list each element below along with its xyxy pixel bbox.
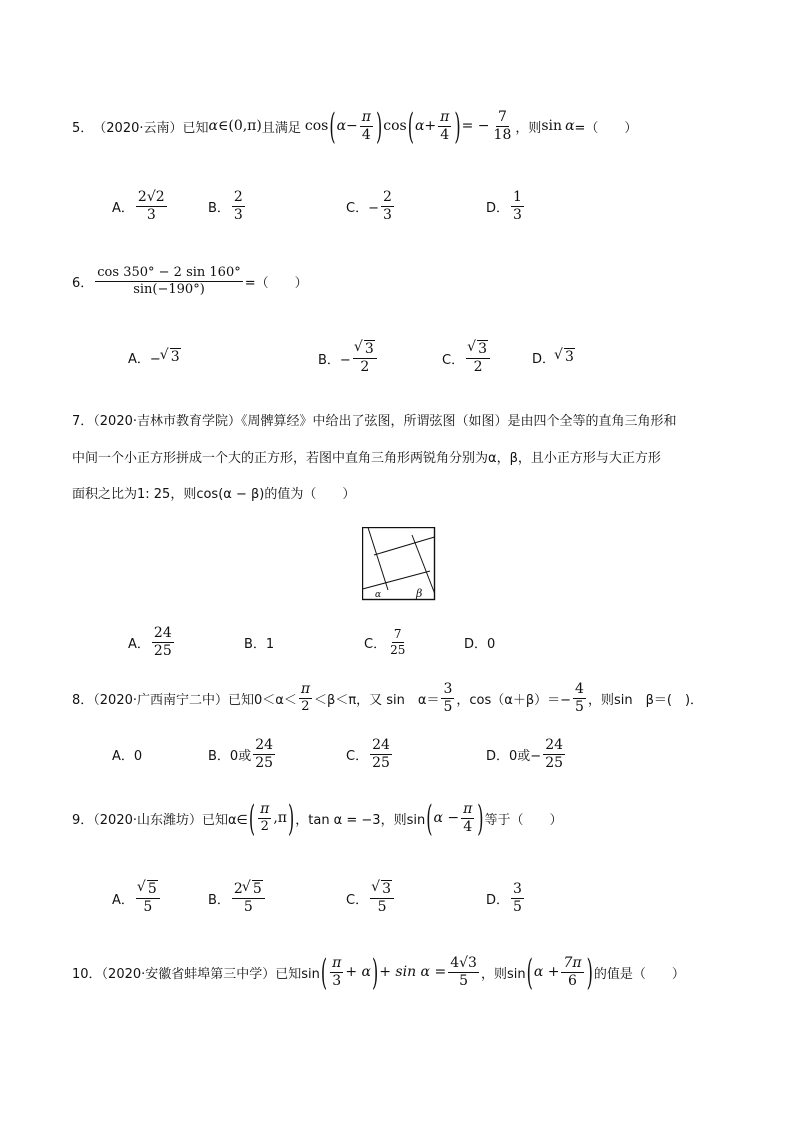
q5-option-c[interactable]: C．− $\frac{2}{3}$ [346, 188, 392, 223]
q8-option-a[interactable]: A．0 [112, 749, 143, 764]
q8-option-d[interactable]: D．0或− $\frac{24}{25}$ [486, 736, 564, 771]
q6-option-c[interactable]: C． √ $\frac{3}{2}$ [442, 336, 492, 380]
q5-rhs-fraction: $\frac{7}{18}$ [493, 108, 512, 143]
q8-option-b[interactable]: B．0或 $\frac{24}{25}$ [208, 736, 274, 771]
pinwheel-figure [362, 527, 436, 601]
q5-source: （2020·云南） [93, 120, 183, 136]
q9-option-d[interactable]: D． $\frac{3}{5}$ [486, 880, 522, 915]
question-6: 6． $\frac{\cos 350^\circ - 2 \sin 160^\circ}{\sin(-190^\circ)}$ =（ ） [72, 264, 308, 297]
q7-line-2: 中间一个小正方形拼成一个大的正方形，若图中直角三角形两锐角分别为α，β，且小正方形与大正方形 [72, 451, 661, 466]
q6-option-d[interactable]: D． √ 3 [532, 345, 575, 369]
q6-fraction: $\frac{\cos 350^\circ - 2 \sin 160^\circ}{\sin(-190^\circ)}$ [97, 264, 241, 297]
q6-option-b[interactable]: B．− √ $\frac{3}{2}$ [318, 336, 379, 380]
question-5: 5． （2020·云南） 已知 α ∈ (0,π) 且满足 cos ( α − $\frac{\pi}{4}$ ) cos ( α + $\frac{\pi}{4}$ ) = − $\frac{7}{18}$ ，则 sin α =（ ） [72, 105, 638, 147]
q7-option-c[interactable]: C． $\frac{7}{25}$ [364, 626, 406, 657]
q7-option-b[interactable]: B．1 [244, 637, 275, 652]
question-9: 9．（2020·山东潍坊）已知α∈ ( $\frac{\pi}{2}$ ,π ) ，tan α = −3，则sin ( α − $\frac{\pi}{4}$ ) 等于（ ） [72, 797, 563, 839]
q8-option-c[interactable]: C． $\frac{24}{25}$ [346, 736, 390, 771]
q5-number: 5． [72, 120, 94, 136]
q7-option-d[interactable]: D．0 [464, 637, 496, 652]
q5-option-a[interactable]: A． $\frac{2√2}{3}$ [112, 188, 165, 223]
question-10: 10．（2020·安徽省蚌埠第三中学）已知sin ( $\frac{\pi}{3}$ + α ) + sin α = $\frac{4√3}{5}$ ，则sin ( α + $\frac{7\pi}{6}$ ) 的值是（ ） [72, 951, 685, 993]
q5-text: 已知 [182, 120, 209, 136]
q9-option-a[interactable]: A． √ $\frac{5}{5}$ [112, 876, 162, 920]
q7-line-1: 7．（2020·吉林市教育学院）《周髀算经》中给出了弦图，所谓弦图（如图）是由四个全等的直角三角形和 [72, 414, 677, 429]
q5-option-b[interactable]: B． $\frac{2}{3}$ [208, 188, 243, 223]
figure-alpha-label: α [375, 590, 382, 600]
q6-option-a[interactable]: A．− √ 3 [128, 345, 181, 369]
q7-option-a[interactable]: A． $\frac{24}{25}$ [128, 624, 172, 659]
q5-pi-over-4-a: $\frac{\pi}{4}$ [361, 108, 371, 143]
figure-beta-label: β [416, 587, 423, 600]
q5-option-d[interactable]: D． $\frac{1}{3}$ [486, 188, 522, 223]
question-8: 8．（2020·广西南宁二中）已知0＜α＜ $\frac{\pi}{2}$ ＜β＜π，又 sin α＝ $\frac{3}{5}$ ，cos（α＋β）＝− $\frac{4}{5}$ ，则sin β＝( )． [72, 680, 704, 715]
q7-line-3: 面积之比为1: 25，则cos(α − β)的值为（ ） [72, 487, 356, 502]
q9-option-b[interactable]: B． $\frac{2√ 5}{5}$ [208, 876, 267, 920]
q5-pi-over-4-b: $\frac{\pi}{4}$ [440, 108, 450, 143]
q9-option-c[interactable]: C． √ $\frac{3}{5}$ [346, 876, 396, 920]
